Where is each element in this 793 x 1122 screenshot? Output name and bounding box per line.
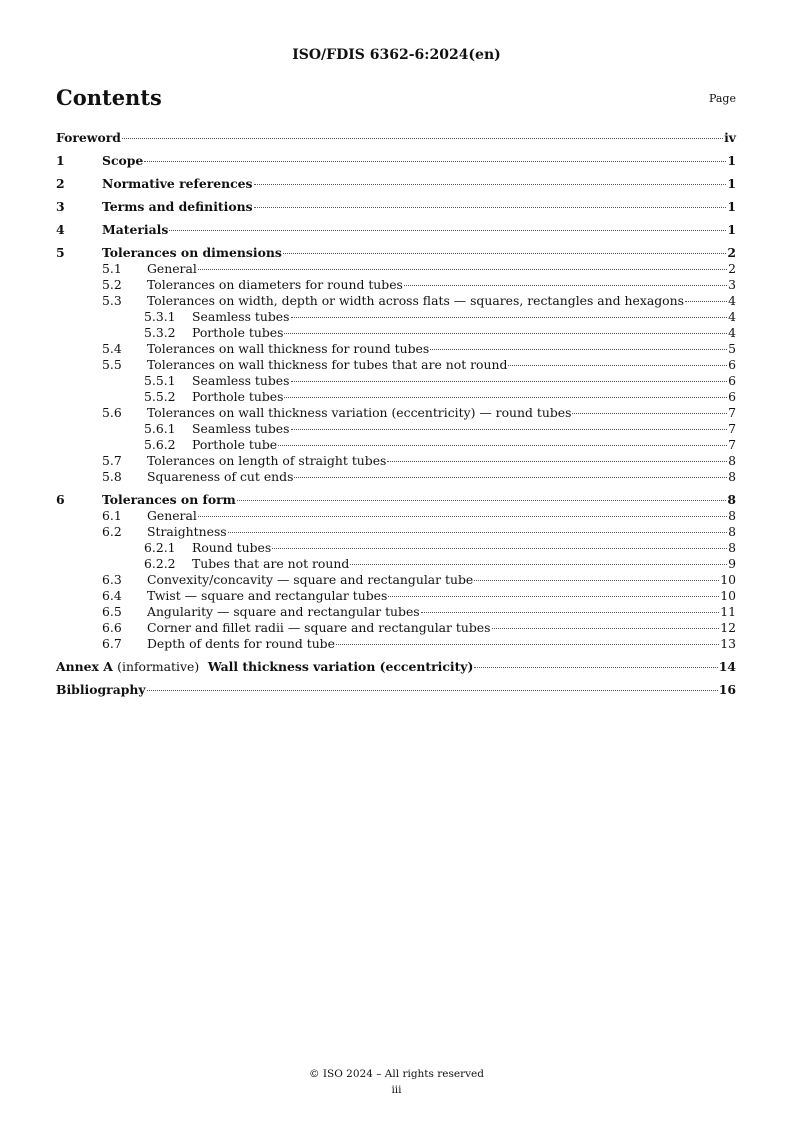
toc-entry[interactable] [56,309,736,325]
toc-entry-page: 7 [728,405,736,420]
toc-entry[interactable] [56,588,736,604]
document-id-header: ISO/FDIS 6362-6:2024(en) [292,47,501,63]
toc-entry-title: Seamless tubes [192,421,290,436]
toc-entry-page: 11 [720,604,736,619]
toc-dot-leader [284,332,727,334]
toc-entry-page: 6 [728,373,736,388]
page-footer [0,1066,793,1098]
toc-entry-title: Tolerances on width, depth or width across flats — squares, rectangles and hexagons [147,293,684,308]
toc-entry-page: 13 [720,636,736,651]
toc-entry-title: Twist — square and rectangular tubes [147,588,388,603]
toc-entry-number: 5.7 [102,453,122,468]
toc-entry-page: 10 [720,572,736,587]
toc-dot-leader [291,428,728,430]
toc-entry-number: 5.6.1 [144,421,176,436]
toc-entry-page: 4 [728,309,736,324]
toc-entry[interactable] [56,659,736,675]
toc-entry[interactable] [56,293,736,309]
toc-entry-number: 5.5 [102,357,122,372]
toc-entry[interactable] [56,421,736,437]
toc-entry[interactable] [56,153,736,169]
toc-entry-title: Tubes that are not round [192,556,350,571]
toc-dot-leader [272,547,727,549]
toc-entry-title: Seamless tubes [192,309,290,324]
toc-entry-number: 5.3 [102,293,122,308]
toc-entry[interactable] [56,199,736,215]
table-of-contents [56,130,736,698]
toc-entry-page: iv [724,130,736,145]
toc-entry-page: 8 [728,524,736,539]
toc-dot-leader [508,364,727,366]
toc-dot-leader [474,579,719,581]
toc-annex-type: (informative) [117,659,200,674]
toc-entry-number: 5.1 [102,261,122,276]
toc-entry-title: Porthole tubes [192,325,284,340]
toc-entry-title: Tolerances on dimensions [102,245,282,260]
toc-entry-title: Materials [102,222,169,237]
toc-dot-leader [336,643,719,645]
toc-entry-page: 2 [728,261,736,276]
toc-entry-number: 4 [56,222,65,237]
toc-dot-leader [283,252,727,254]
toc-entry-page: 8 [727,492,736,507]
toc-entry-number: 2 [56,176,65,191]
toc-entry[interactable] [56,341,736,357]
toc-dot-leader [169,229,726,231]
toc-entry[interactable] [56,620,736,636]
toc-entry-title: Squareness of cut ends [147,469,294,484]
toc-entry-number: 6.3 [102,572,122,587]
toc-entry[interactable] [56,682,736,698]
toc-dot-leader [492,627,720,629]
toc-dot-leader [404,284,727,286]
toc-entry[interactable] [56,604,736,620]
toc-entry-number: 5.6.2 [144,437,176,452]
toc-entry-page: 1 [727,153,736,168]
toc-entry-page: 6 [728,357,736,372]
contents-heading: Contents [56,85,162,110]
toc-entry[interactable] [56,556,736,572]
toc-entry-page: 3 [728,277,736,292]
toc-entry-page: 8 [728,508,736,523]
toc-dot-leader [284,396,727,398]
toc-entry-title: Round tubes [192,540,272,555]
toc-entry-title: Terms and definitions [102,199,253,214]
toc-entry-page: 7 [728,437,736,452]
toc-entry[interactable] [56,130,736,146]
toc-entry[interactable] [56,572,736,588]
page-number: iii [391,1084,402,1096]
toc-entry-title: Foreword [56,130,121,145]
toc-entry[interactable] [56,492,736,508]
toc-dot-leader [278,444,727,446]
toc-annex-label: Annex A [56,659,113,674]
toc-entry-title: Scope [102,153,144,168]
toc-entry-title: General [147,508,197,523]
toc-entry[interactable] [56,524,736,540]
toc-entry-title: Tolerances on diameters for round tubes [147,277,403,292]
toc-entry[interactable] [56,508,736,524]
toc-entry[interactable] [56,222,736,238]
toc-entry-page: 8 [728,453,736,468]
toc-entry-number: 5.5.2 [144,389,176,404]
toc-entry-page: 1 [727,199,736,214]
toc-entry-page: 1 [727,222,736,237]
toc-entry-title: Tolerances on form [102,492,236,507]
toc-entry-title: Wall thickness variation (eccentricity) [207,659,474,674]
toc-dot-leader [254,206,727,208]
toc-entry-number: 6 [56,492,65,507]
toc-entry-page: 12 [720,620,736,635]
toc-dot-leader [350,563,727,565]
toc-entry-number: 5.5.1 [144,373,176,388]
toc-dot-leader [228,531,727,533]
toc-entry-page: 5 [728,341,736,356]
toc-dot-leader [387,460,727,462]
toc-entry-page: 4 [728,325,736,340]
toc-entry-number: 6.7 [102,636,122,651]
toc-entry-page: 8 [728,540,736,555]
toc-entry-page: 4 [728,293,736,308]
toc-dot-leader [572,412,727,414]
toc-entry[interactable] [56,373,736,389]
toc-entry-title: Bibliography [56,682,146,697]
toc-entry[interactable] [56,277,736,293]
toc-entry-number: 6.5 [102,604,122,619]
toc-entry-number: 5.6 [102,405,122,420]
toc-dot-leader [388,595,719,597]
toc-entry-page: 8 [728,469,736,484]
toc-entry[interactable] [56,636,736,652]
toc-dot-leader [254,183,727,185]
toc-dot-leader [198,268,727,270]
toc-entry-page: 1 [727,176,736,191]
toc-dot-leader [291,316,728,318]
toc-entry-number: 6.2.2 [144,556,176,571]
toc-entry-title: Tolerances on wall thickness for round tubes [147,341,430,356]
toc-entry-title: Normative references [102,176,253,191]
toc-entry-number: 5.3.1 [144,309,176,324]
toc-entry-number: 6.4 [102,588,122,603]
toc-entry[interactable] [56,261,736,277]
toc-entry-title: Tolerances on wall thickness variation (eccentricity) — round tubes [147,405,572,420]
toc-entry-number: 6.1 [102,508,122,523]
toc-entry[interactable] [56,245,736,261]
toc-entry-page: 14 [718,659,736,674]
toc-entry-number: 5.3.2 [144,325,176,340]
toc-entry-number: 3 [56,199,65,214]
toc-entry-number: 6.2.1 [144,540,176,555]
toc-entry-number: 5 [56,245,65,260]
toc-entry-number: 5.4 [102,341,122,356]
toc-entry-title: Tolerances on length of straight tubes [147,453,387,468]
toc-dot-leader [122,137,723,139]
toc-entry-page: 6 [728,389,736,404]
toc-entry[interactable] [56,540,736,556]
toc-dot-leader [144,160,726,162]
toc-entry[interactable] [56,453,736,469]
toc-entry[interactable] [56,405,736,421]
toc-dot-leader [294,476,727,478]
toc-entry-title: Depth of dents for round tube [147,636,335,651]
toc-dot-leader [421,611,720,613]
toc-entry-number: 6.2 [102,524,122,539]
toc-dot-leader [474,666,717,668]
toc-entry[interactable] [56,389,736,405]
toc-entry[interactable] [56,437,736,453]
toc-dot-leader [685,300,727,302]
toc-entry-title: Angularity — square and rectangular tubes [147,604,420,619]
page-column-label: Page [708,92,736,105]
toc-entry[interactable] [56,357,736,373]
toc-entry-page: 16 [718,682,736,697]
toc-entry-title: General [147,261,197,276]
toc-dot-leader [430,348,727,350]
toc-entry-title: Convexity/concavity — square and rectangular tube [147,572,474,587]
toc-entry-page: 7 [728,421,736,436]
toc-entry-title: Tolerances on wall thickness for tubes that are not round [147,357,508,372]
toc-entry-number: 6.6 [102,620,122,635]
toc-entry-number: 5.8 [102,469,122,484]
toc-entry[interactable] [56,325,736,341]
toc-dot-leader [291,380,728,382]
toc-entry-page: 2 [727,245,736,260]
toc-entry-page: 10 [720,588,736,603]
toc-entry-title: Corner and fillet radii — square and rectangular tubes [147,620,491,635]
toc-entry[interactable] [56,469,736,485]
toc-dot-leader [198,515,727,517]
toc-dot-leader [147,689,718,691]
toc-entry-title: Porthole tube [192,437,278,452]
toc-entry-title: Straightness [147,524,227,539]
toc-entry-title: Porthole tubes [192,389,284,404]
toc-entry-title: Seamless tubes [192,373,290,388]
toc-dot-leader [237,499,727,501]
toc-entry[interactable] [56,176,736,192]
toc-entry-number: 5.2 [102,277,122,292]
copyright-notice: © ISO 2024 – All rights reserved [309,1068,484,1080]
toc-entry-page: 9 [728,556,736,571]
toc-entry-number: 1 [56,153,65,168]
